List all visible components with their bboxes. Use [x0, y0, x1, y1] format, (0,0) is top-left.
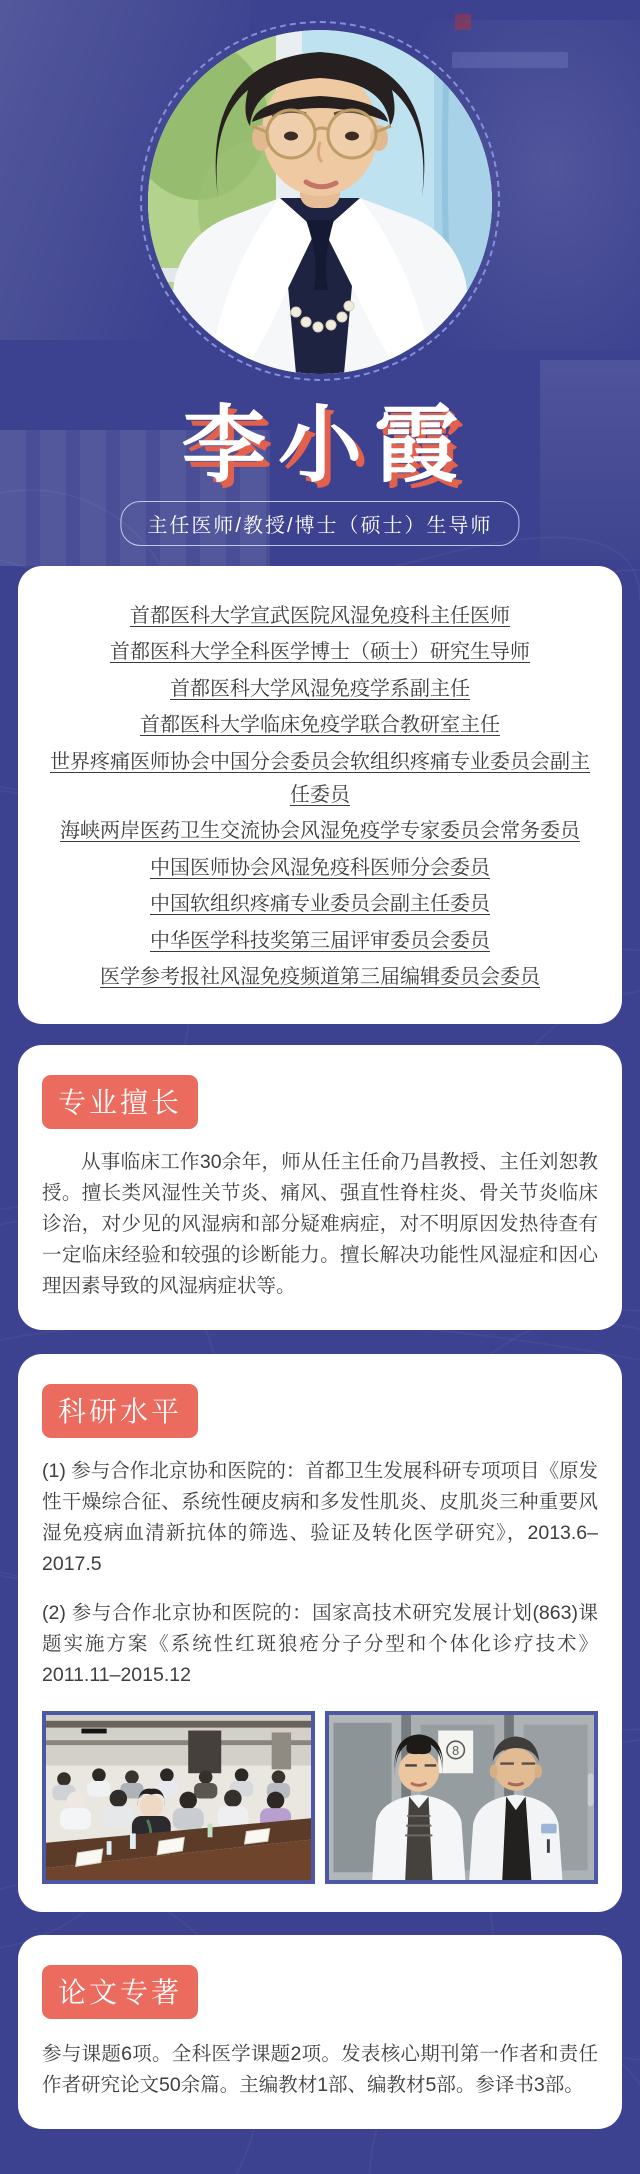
papers-badge: 论文专著 [42, 1965, 198, 2019]
credential-item: 首都医科大学全科医学博士（硕士）研究生导师 [110, 641, 530, 663]
credential-item: 中华医学科技奖第三届评审委员会委员 [150, 929, 490, 952]
credentials-card [18, 566, 622, 1024]
papers-card [18, 1935, 622, 2129]
background-collage-logo [455, 14, 471, 30]
svg-text:8: 8 [452, 1743, 460, 1758]
papers-text: 参与课题6项。全科医学课题2项。发表核心期刊第一作者和责任作者研究论文50余篇。主编教材1部、编教材5部。参译书3部。 [42, 2042, 598, 2096]
expertise-text: 从事临床工作30余年，师从任主任俞乃昌教授、主任刘恕教授。擅长类风湿性关节炎、痛风、强直性脊柱炎、骨关节炎临床诊治，对少见的风湿病和部分疑难病症，对不明原因发热待查有一定临床经验和较强的诊断能力。擅长解决功能性风湿症和因心理因素导致的风湿病症状等。 [42, 1150, 598, 1297]
research-photos-row [42, 1711, 598, 1884]
credential-item: 中国医师协会风湿免疫科医师分会委员 [150, 856, 490, 879]
credential-item: 医学参考报社风湿免疫频道第三届编辑委员会委员 [100, 966, 540, 988]
research-item: (2) 参与合作北京协和医院的：国家高技术研究发展计划(863)课题实施方案《系统性红斑狼疮分子分型和个体化诊疗技术》2011.11–2015.12 [42, 1601, 598, 1686]
credential-item: 海峡两岸医药卫生交流协会风湿免疫学专家委员会常务委员 [60, 820, 580, 842]
profile-header [0, 0, 640, 566]
doctor-title-pill: 主任医师/教授/博士（硕士）生导师 [120, 501, 519, 546]
doctor-name: 李小霞 [181, 398, 470, 492]
credential-item: 世界疼痛医师协会中国分会委员会软组织疼痛专业委员会副主任委员 [50, 750, 590, 806]
conference-audience-photo [42, 1711, 315, 1884]
background-collage-banner [452, 52, 568, 68]
two-doctors-photo [325, 1711, 598, 1884]
credential-item: 首都医科大学临床免疫学联合教研室主任 [140, 714, 500, 736]
credential-item: 首都医科大学风湿免疫学系副主任 [170, 677, 470, 700]
research-card [18, 1354, 622, 1912]
research-item: (1) 参与合作北京协和医院的：首都卫生发展科研专项项目《原发性干燥综合征、系统性硬皮病和多发性肌炎、皮肌炎三种重要风湿免疫病血清新抗体的筛选、验证及转化医学研究》，2013.6–2017.5 [42, 1459, 598, 1575]
expertise-card [18, 1045, 622, 1330]
research-badge: 科研水平 [42, 1384, 198, 1438]
credential-item: 中国软组织疼痛专业委员会副主任委员 [150, 893, 490, 915]
credential-item: 首都医科大学宣武医院风湿免疫科主任医师 [130, 604, 510, 627]
expertise-badge: 专业擅长 [42, 1075, 198, 1129]
portrait-illustration [148, 30, 492, 374]
doctor-portrait-photo [148, 30, 492, 374]
